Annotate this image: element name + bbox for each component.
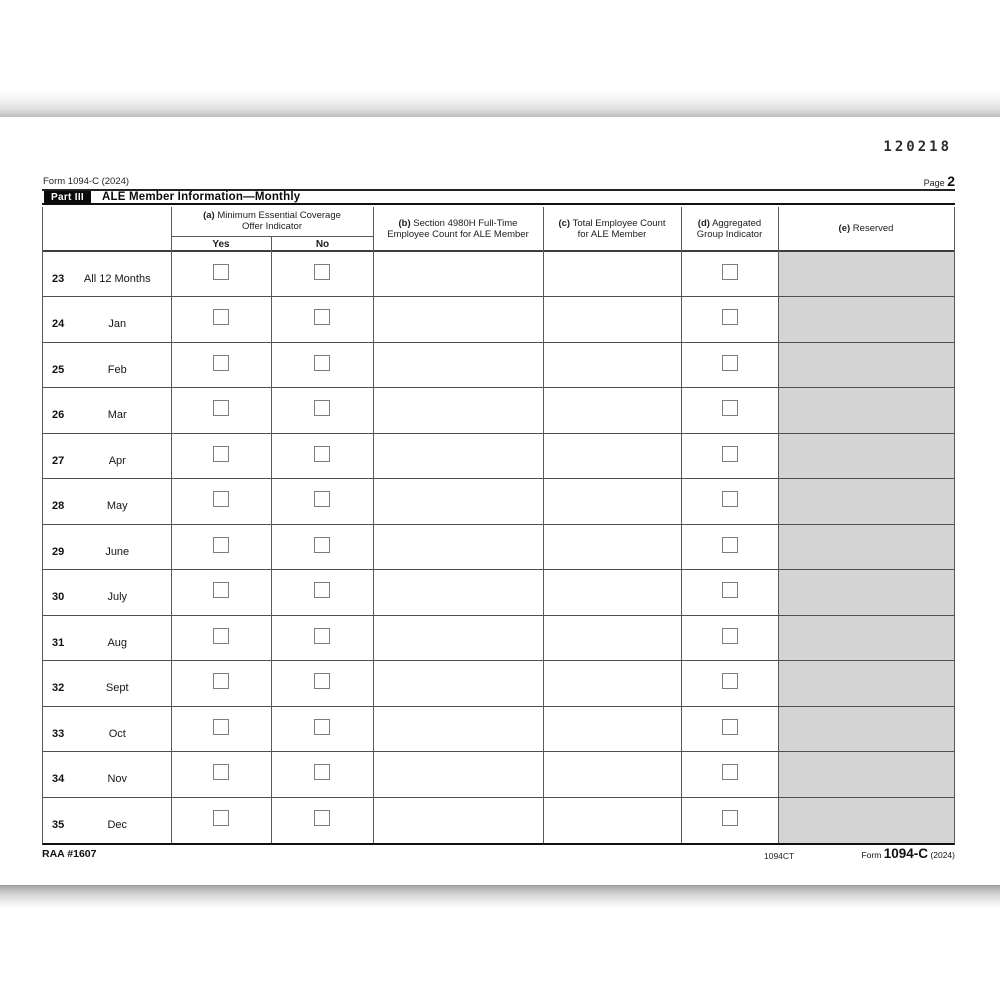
fulltime-employee-count-cell[interactable] bbox=[374, 752, 544, 797]
fulltime-employee-count-cell[interactable] bbox=[374, 798, 544, 844]
mec-no-cell bbox=[272, 297, 374, 342]
page-number: 2 bbox=[947, 173, 955, 189]
aggregated-group-cell bbox=[682, 570, 779, 615]
mec-yes-cell bbox=[172, 798, 272, 844]
mec-no-checkbox[interactable] bbox=[314, 400, 330, 416]
mec-yes-cell bbox=[172, 434, 272, 479]
form-id-line bbox=[42, 175, 955, 188]
footer-form-reference bbox=[862, 846, 955, 861]
row-label-inner bbox=[43, 819, 171, 831]
row-label-inner bbox=[43, 591, 171, 603]
col-a-letter: (a) bbox=[203, 210, 215, 221]
fulltime-employee-count-cell[interactable] bbox=[374, 707, 544, 752]
row-label-cell bbox=[43, 752, 172, 797]
mec-yes-checkbox[interactable] bbox=[213, 491, 229, 507]
aggregated-group-cell bbox=[682, 525, 779, 570]
page-footer bbox=[42, 848, 955, 864]
aggregated-group-checkbox[interactable] bbox=[722, 719, 738, 735]
aggregated-group-checkbox[interactable] bbox=[722, 764, 738, 780]
mec-no-checkbox[interactable] bbox=[314, 491, 330, 507]
total-employee-count-cell[interactable] bbox=[544, 297, 682, 342]
reserved-cell bbox=[779, 388, 954, 433]
table-row bbox=[43, 479, 954, 525]
total-employee-count-cell[interactable] bbox=[544, 570, 682, 615]
monthly-ale-table bbox=[42, 207, 955, 846]
aggregated-group-checkbox[interactable] bbox=[722, 810, 738, 826]
mec-yes-checkbox[interactable] bbox=[213, 764, 229, 780]
row-number: 30 bbox=[52, 591, 65, 604]
row-label-inner bbox=[43, 364, 171, 376]
col-c-line2: for ALE Member bbox=[577, 229, 647, 240]
row-month-label: Mar bbox=[107, 409, 127, 422]
fulltime-employee-count-cell[interactable] bbox=[374, 388, 544, 433]
row-month-label: Oct bbox=[108, 727, 126, 740]
aggregated-group-checkbox[interactable] bbox=[722, 355, 738, 371]
mec-no-checkbox[interactable] bbox=[314, 810, 330, 826]
page-curl-shadow-bottom bbox=[0, 885, 1000, 909]
fulltime-employee-count-cell[interactable] bbox=[374, 479, 544, 524]
total-employee-count-cell[interactable] bbox=[544, 707, 682, 752]
col-d-line2: Group Indicator bbox=[696, 229, 763, 240]
mec-no-checkbox[interactable] bbox=[314, 537, 330, 553]
row-label-cell bbox=[43, 343, 172, 388]
reserved-cell bbox=[779, 525, 954, 570]
row-number: 25 bbox=[52, 363, 65, 376]
col-b-header bbox=[374, 207, 544, 252]
col-c-header bbox=[544, 207, 682, 252]
mec-yes-cell bbox=[172, 525, 272, 570]
yes-no-subheader bbox=[172, 236, 373, 252]
aggregated-group-checkbox[interactable] bbox=[722, 582, 738, 598]
table-header-row bbox=[43, 207, 954, 252]
row-number: 29 bbox=[52, 545, 65, 558]
col-a-line2: Offer Indicator bbox=[241, 221, 303, 232]
mec-yes-cell bbox=[172, 661, 272, 706]
aggregated-group-cell bbox=[682, 616, 779, 661]
mec-no-checkbox[interactable] bbox=[314, 264, 330, 280]
reserved-cell bbox=[779, 479, 954, 524]
row-label-header-cell bbox=[43, 207, 172, 252]
table-row bbox=[43, 707, 954, 753]
row-month-label: Feb bbox=[107, 363, 127, 376]
mec-yes-cell bbox=[172, 252, 272, 297]
aggregated-group-checkbox[interactable] bbox=[722, 309, 738, 325]
row-label-inner bbox=[43, 500, 171, 512]
mec-no-cell bbox=[272, 252, 374, 297]
row-label-cell bbox=[43, 661, 172, 706]
mec-no-checkbox[interactable] bbox=[314, 673, 330, 689]
row-number: 35 bbox=[52, 819, 65, 832]
row-label-cell bbox=[43, 570, 172, 615]
print-control-number: 120218 bbox=[883, 139, 952, 155]
row-month-label: All 12 Months bbox=[83, 272, 151, 285]
mec-no-cell bbox=[272, 707, 374, 752]
mec-yes-cell bbox=[172, 388, 272, 433]
row-number: 27 bbox=[52, 454, 65, 467]
col-a-line1: Minimum Essential Coverage bbox=[217, 210, 341, 221]
fulltime-employee-count-cell[interactable] bbox=[374, 297, 544, 342]
row-label-inner bbox=[43, 728, 171, 740]
part-three-title: ALE Member Information—Monthly bbox=[102, 191, 301, 203]
mec-yes-checkbox[interactable] bbox=[213, 309, 229, 325]
table-row bbox=[43, 525, 954, 571]
fulltime-employee-count-cell[interactable] bbox=[374, 616, 544, 661]
col-d-header bbox=[682, 207, 779, 252]
reserved-cell bbox=[779, 297, 954, 342]
table-row bbox=[43, 661, 954, 707]
col-d-line1: Aggregated bbox=[712, 217, 762, 229]
row-label-inner bbox=[43, 546, 171, 558]
mec-no-cell bbox=[272, 388, 374, 433]
mec-no-checkbox[interactable] bbox=[314, 719, 330, 735]
footer-form-year: (2024) bbox=[930, 850, 955, 860]
mec-yes-cell bbox=[172, 297, 272, 342]
total-employee-count-cell[interactable] bbox=[544, 252, 682, 297]
aggregated-group-cell bbox=[682, 252, 779, 297]
aggregated-group-checkbox[interactable] bbox=[722, 491, 738, 507]
form-id-label: Form 1094-C (2024) bbox=[43, 176, 130, 187]
aggregated-group-checkbox[interactable] bbox=[722, 446, 738, 462]
col-b-line2: Employee Count for ALE Member bbox=[387, 229, 529, 240]
table-row bbox=[43, 752, 954, 798]
table-row bbox=[43, 616, 954, 662]
reserved-cell bbox=[779, 252, 954, 297]
row-label-cell bbox=[43, 525, 172, 570]
reserved-cell bbox=[779, 661, 954, 706]
footer-form-code: 1094CT bbox=[764, 851, 795, 861]
mec-no-cell bbox=[272, 798, 374, 844]
total-employee-count-cell[interactable] bbox=[544, 479, 682, 524]
row-label-cell bbox=[43, 707, 172, 752]
aggregated-group-cell bbox=[682, 388, 779, 433]
mec-no-checkbox[interactable] bbox=[314, 628, 330, 644]
aggregated-group-checkbox[interactable] bbox=[722, 264, 738, 280]
aggregated-group-cell bbox=[682, 479, 779, 524]
table-row bbox=[43, 388, 954, 434]
reserved-cell bbox=[779, 616, 954, 661]
total-employee-count-cell[interactable] bbox=[544, 434, 682, 479]
row-month-label: Jan bbox=[108, 318, 127, 331]
table-row bbox=[43, 570, 954, 616]
row-label-inner bbox=[43, 409, 171, 421]
row-month-label: Dec bbox=[107, 819, 128, 832]
mec-yes-checkbox[interactable] bbox=[213, 400, 229, 416]
row-number: 23 bbox=[52, 272, 65, 285]
mec-no-cell bbox=[272, 752, 374, 797]
fulltime-employee-count-cell[interactable] bbox=[374, 343, 544, 388]
col-e-line1: Reserved bbox=[852, 223, 894, 235]
aggregated-group-checkbox[interactable] bbox=[722, 537, 738, 553]
row-month-label: May bbox=[106, 500, 128, 513]
table-row bbox=[43, 434, 954, 480]
mec-yes-checkbox[interactable] bbox=[213, 446, 229, 462]
row-label-inner bbox=[43, 273, 171, 285]
reserved-cell bbox=[779, 752, 954, 797]
mec-no-cell bbox=[272, 434, 374, 479]
mec-yes-checkbox[interactable] bbox=[213, 355, 229, 371]
table-row bbox=[43, 297, 954, 343]
row-month-label: Nov bbox=[107, 773, 128, 786]
mec-no-cell bbox=[272, 479, 374, 524]
mec-no-cell bbox=[272, 570, 374, 615]
no-column-header: No bbox=[315, 238, 330, 250]
row-label-cell bbox=[43, 616, 172, 661]
aggregated-group-cell bbox=[682, 343, 779, 388]
total-employee-count-cell[interactable] bbox=[544, 343, 682, 388]
total-employee-count-cell[interactable] bbox=[544, 525, 682, 570]
aggregated-group-cell bbox=[682, 434, 779, 479]
table-row bbox=[43, 343, 954, 389]
mec-no-cell bbox=[272, 525, 374, 570]
col-a-header-text bbox=[172, 207, 373, 236]
mec-no-checkbox[interactable] bbox=[314, 764, 330, 780]
row-month-label: Aug bbox=[107, 636, 128, 649]
mec-no-checkbox[interactable] bbox=[314, 582, 330, 598]
row-label-cell bbox=[43, 434, 172, 479]
reserved-cell bbox=[779, 343, 954, 388]
mec-yes-cell bbox=[172, 752, 272, 797]
row-label-cell bbox=[43, 388, 172, 433]
mec-yes-cell bbox=[172, 343, 272, 388]
row-label-cell bbox=[43, 479, 172, 524]
table-row bbox=[43, 798, 954, 844]
mec-yes-cell bbox=[172, 570, 272, 615]
table-row bbox=[43, 252, 954, 298]
reserved-cell bbox=[779, 707, 954, 752]
fulltime-employee-count-cell[interactable] bbox=[374, 434, 544, 479]
mec-no-cell bbox=[272, 661, 374, 706]
row-number: 24 bbox=[52, 318, 65, 331]
mec-yes-checkbox[interactable] bbox=[213, 719, 229, 735]
mec-no-checkbox[interactable] bbox=[314, 355, 330, 371]
row-number: 28 bbox=[52, 500, 65, 513]
page-word: Page bbox=[923, 178, 945, 188]
row-label-cell bbox=[43, 252, 172, 297]
row-number: 31 bbox=[52, 636, 65, 649]
row-number: 32 bbox=[52, 682, 65, 695]
row-label-inner bbox=[43, 682, 171, 694]
aggregated-group-cell bbox=[682, 707, 779, 752]
reserved-cell bbox=[779, 798, 954, 844]
col-c-letter: (c) bbox=[558, 217, 571, 229]
total-employee-count-cell[interactable] bbox=[544, 752, 682, 797]
mec-yes-cell bbox=[172, 616, 272, 661]
mec-yes-checkbox[interactable] bbox=[213, 264, 229, 280]
reserved-cell bbox=[779, 434, 954, 479]
row-label-inner bbox=[43, 318, 171, 330]
col-c-line1: Total Employee Count bbox=[572, 217, 666, 229]
footer-form-word: Form bbox=[861, 850, 882, 860]
col-b-line1: Section 4980H Full-Time bbox=[413, 217, 518, 229]
mec-yes-cell bbox=[172, 479, 272, 524]
col-d-letter: (d) bbox=[697, 217, 710, 229]
footer-form-number: 1094-C bbox=[883, 846, 929, 861]
reserved-cell bbox=[779, 570, 954, 615]
row-number: 34 bbox=[52, 773, 65, 786]
total-employee-count-cell[interactable] bbox=[544, 798, 682, 844]
total-employee-count-cell[interactable] bbox=[544, 616, 682, 661]
mec-yes-cell bbox=[172, 707, 272, 752]
table-body bbox=[43, 252, 954, 844]
aggregated-group-checkbox[interactable] bbox=[722, 673, 738, 689]
col-b-letter: (b) bbox=[398, 217, 411, 229]
yes-column-header: Yes bbox=[172, 237, 272, 252]
raa-stock-number: RAA #1607 bbox=[42, 848, 97, 860]
col-e-header bbox=[779, 207, 954, 252]
aggregated-group-cell bbox=[682, 752, 779, 797]
row-month-label: Sept bbox=[105, 682, 129, 695]
aggregated-group-checkbox[interactable] bbox=[722, 628, 738, 644]
mec-no-checkbox[interactable] bbox=[314, 309, 330, 325]
aggregated-group-cell bbox=[682, 661, 779, 706]
part-three-header bbox=[42, 192, 955, 205]
total-employee-count-cell[interactable] bbox=[544, 661, 682, 706]
row-label-inner bbox=[43, 773, 171, 785]
row-month-label: June bbox=[105, 545, 130, 558]
aggregated-group-checkbox[interactable] bbox=[722, 400, 738, 416]
aggregated-group-cell bbox=[682, 798, 779, 844]
part-three-badge: Part III bbox=[44, 191, 91, 204]
total-employee-count-cell[interactable] bbox=[544, 388, 682, 433]
col-e-letter: (e) bbox=[838, 223, 851, 235]
mec-no-cell bbox=[272, 343, 374, 388]
row-label-cell bbox=[43, 798, 172, 844]
mec-yes-checkbox[interactable] bbox=[213, 582, 229, 598]
fulltime-employee-count-cell[interactable] bbox=[374, 525, 544, 570]
page-curl-shadow-top bbox=[0, 90, 1000, 117]
row-number: 33 bbox=[52, 727, 65, 740]
col-a-header bbox=[172, 207, 374, 252]
mec-no-cell bbox=[272, 616, 374, 661]
row-number: 26 bbox=[52, 409, 65, 422]
mec-yes-checkbox[interactable] bbox=[213, 673, 229, 689]
mec-no-checkbox[interactable] bbox=[314, 446, 330, 462]
mec-yes-checkbox[interactable] bbox=[213, 537, 229, 553]
fulltime-employee-count-cell[interactable] bbox=[374, 570, 544, 615]
row-month-label: Apr bbox=[108, 454, 126, 467]
fulltime-employee-count-cell[interactable] bbox=[374, 661, 544, 706]
row-month-label: July bbox=[107, 591, 128, 604]
mec-yes-checkbox[interactable] bbox=[213, 810, 229, 826]
row-label-cell bbox=[43, 297, 172, 342]
row-label-inner bbox=[43, 637, 171, 649]
aggregated-group-cell bbox=[682, 297, 779, 342]
mec-yes-checkbox[interactable] bbox=[213, 628, 229, 644]
row-label-inner bbox=[43, 455, 171, 467]
fulltime-employee-count-cell[interactable] bbox=[374, 252, 544, 297]
page-indicator bbox=[924, 173, 955, 189]
